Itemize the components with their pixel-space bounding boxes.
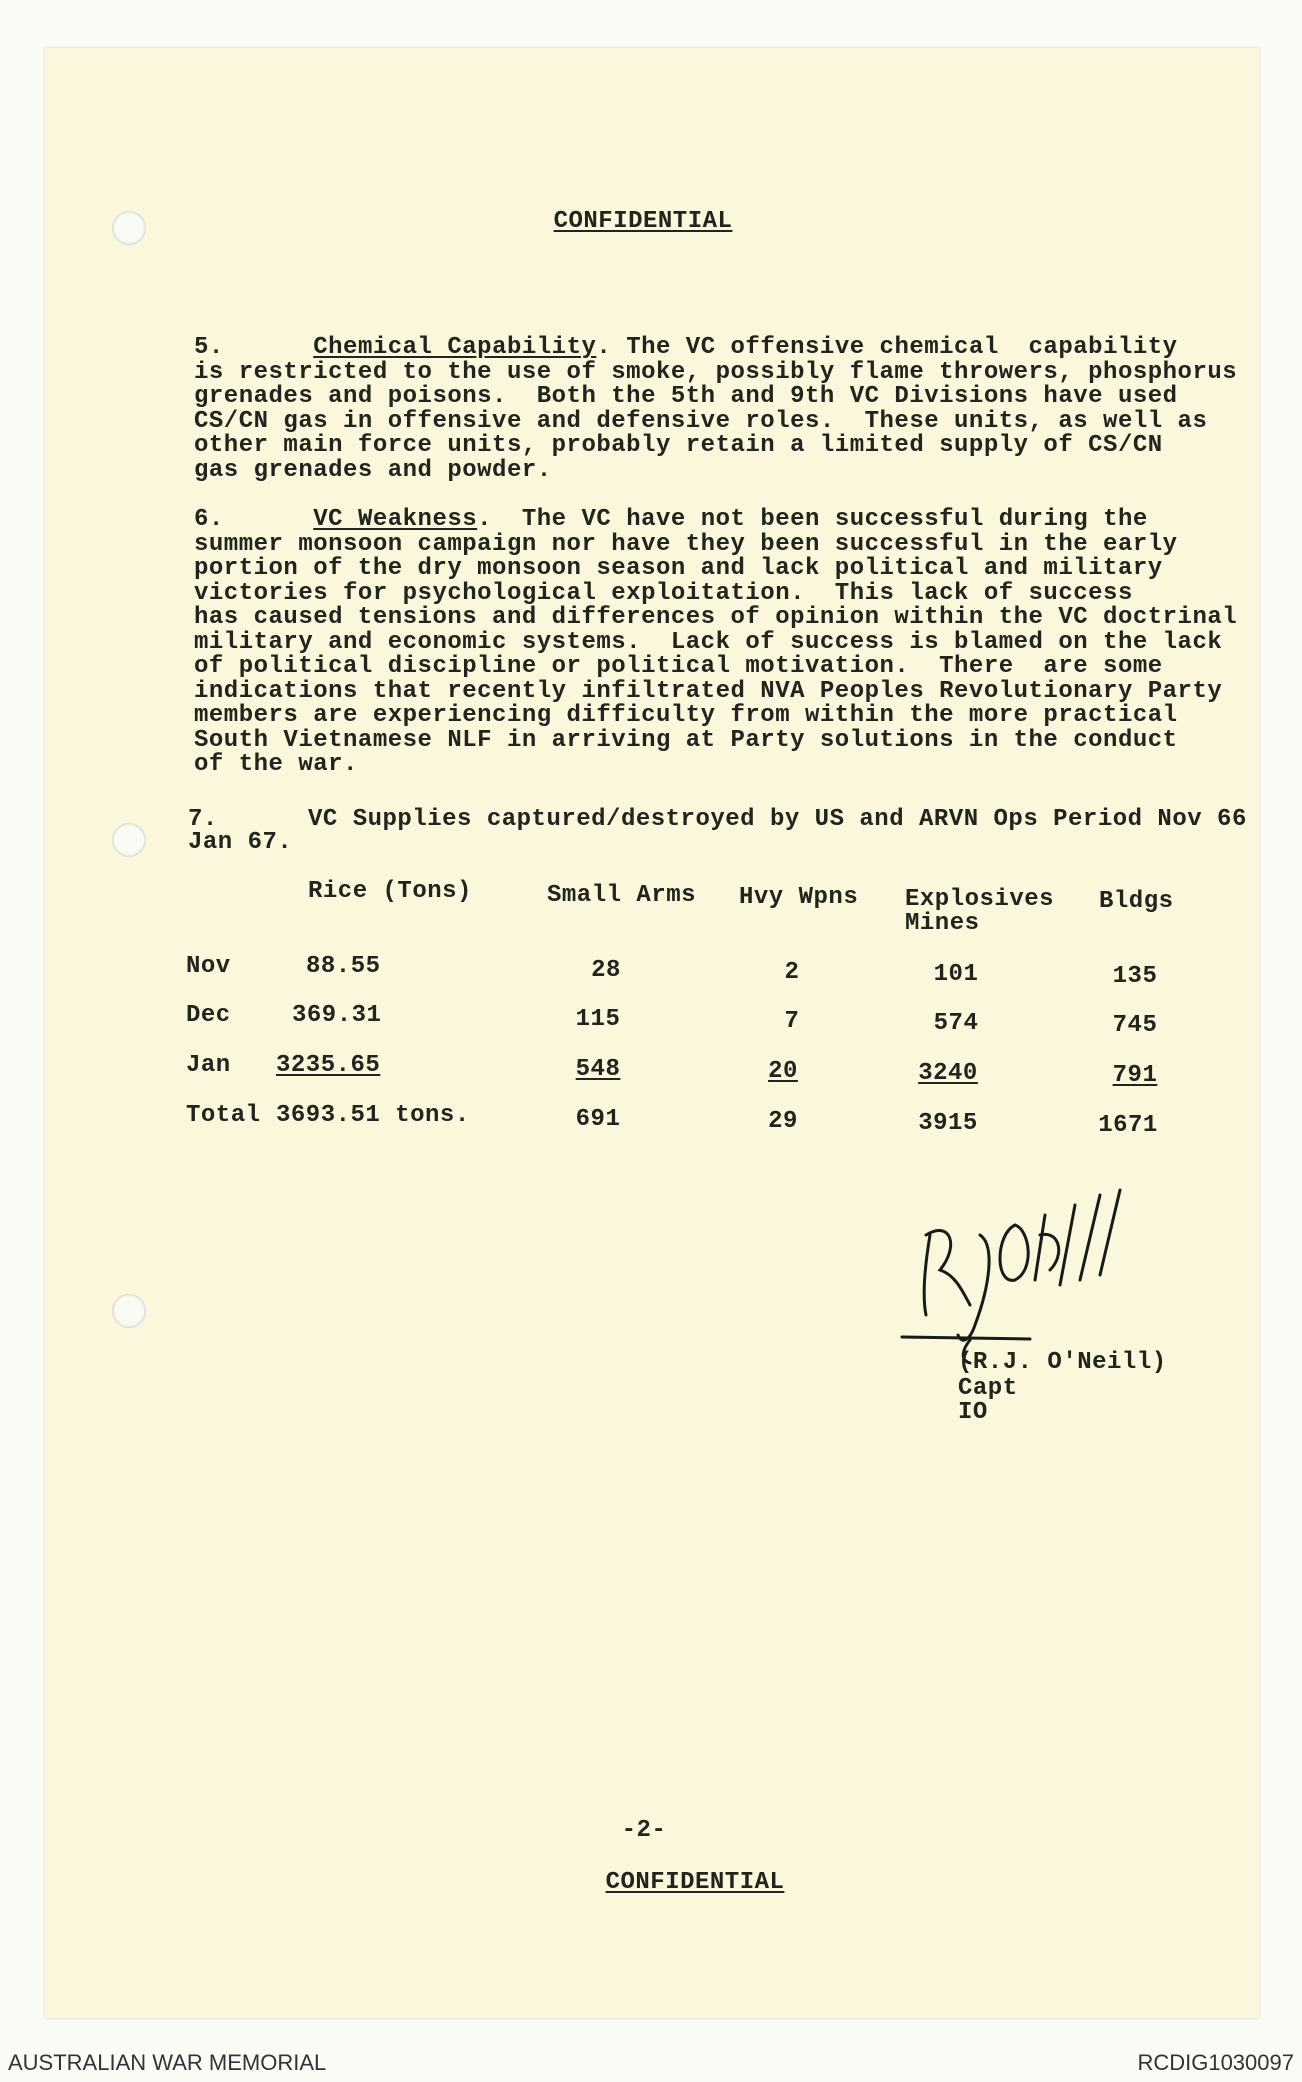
row-month: Dec <box>186 1002 231 1029</box>
para-line: summer monsoon campaign nor have they been successful in the early <box>194 530 1178 558</box>
handwritten-signature <box>900 1175 1190 1365</box>
footer-classification: CONFIDENTIAL <box>605 1869 785 1896</box>
cell-rice: 369.31 <box>292 1002 382 1029</box>
para-line: of the war. <box>194 751 358 778</box>
total-small-arms: 691 <box>575 1106 621 1133</box>
para-heading: VC Weakness <box>313 506 478 533</box>
para-line: has caused tensions and differences of opinion within the VC doctrinal <box>194 604 1238 631</box>
total-label: Total <box>186 1102 261 1129</box>
total-hvy-wpns: 29 <box>768 1108 798 1135</box>
para-number: 7. <box>188 806 218 833</box>
cell-bldgs: 791 <box>1112 1062 1158 1089</box>
para-line: military and economic systems. Lack of success is blamed on the lack <box>194 628 1223 656</box>
header-classification: CONFIDENTIAL <box>553 208 733 235</box>
para-line: is restricted to the use of smoke, possibly flame throwers, phosphorus <box>194 358 1238 386</box>
page-number: -2- <box>621 1817 667 1844</box>
punch-hole <box>112 823 146 857</box>
total-bldgs: 1671 <box>1098 1112 1158 1139</box>
para-line: South Vietnamese NLF in arriving at Party solutions in the conduct <box>194 726 1178 754</box>
cell-explosives: 3240 <box>918 1060 978 1087</box>
cell-small-arms: 548 <box>575 1056 621 1083</box>
para-line: indications that recently infiltrated NVA Peoples Revolutionary Party <box>194 677 1223 705</box>
cell-rice: 3235.65 <box>276 1052 381 1079</box>
cell-small-arms: 28 <box>591 957 621 984</box>
punch-hole <box>112 1294 146 1328</box>
row-month: Jan <box>186 1052 231 1079</box>
para-line: portion of the dry monsoon season and lack political and military <box>194 555 1163 582</box>
cell-explosives: 101 <box>933 961 979 988</box>
signatory-role: IO <box>958 1399 988 1426</box>
total-explosives: 3915 <box>918 1110 978 1137</box>
paragraph-5 <box>194 336 1237 483</box>
punch-hole <box>112 211 146 245</box>
row-month: Nov <box>186 953 231 980</box>
col-header-mines: Mines <box>905 910 980 937</box>
para-line: gas grenades and powder. <box>194 456 552 484</box>
cell-hvy-wpns: 20 <box>768 1058 798 1085</box>
para-number: 6. <box>194 506 224 533</box>
archive-label: AUSTRALIAN WAR MEMORIAL <box>8 2050 327 2075</box>
cell-hvy-wpns: 7 <box>784 1008 800 1035</box>
para-line: members are experiencing difficulty from within the more practical <box>194 702 1178 729</box>
total-rice: 3693.51 tons. <box>276 1102 470 1129</box>
para-7-title-cont: Jan 67. <box>188 829 293 856</box>
col-header-bldgs: Bldgs <box>1099 888 1174 915</box>
archive-id: RCDIG1030097 <box>1137 2050 1294 2075</box>
cell-bldgs: 135 <box>1112 963 1158 990</box>
para-line: other main force units, probably retain a limited supply of CS/CN <box>194 432 1163 459</box>
para-line: victories for psychological exploitation. This lack of success <box>194 579 1133 607</box>
signatory-name: (R.J. O'Neill) <box>958 1349 1167 1376</box>
cell-hvy-wpns: 2 <box>784 959 800 986</box>
para-7-title: VC Supplies captured/destroyed by US and ARVN Ops Period Nov 66 <box>308 806 1247 833</box>
cell-rice: 88.55 <box>306 953 381 980</box>
para-line: . The VC have not been successful during the <box>477 506 1148 533</box>
col-header-rice: Rice (Tons) <box>308 878 472 905</box>
cell-small-arms: 115 <box>575 1006 621 1033</box>
para-line: . The VC offensive chemical capability <box>596 334 1178 361</box>
signatory-rank: Capt <box>958 1375 1018 1402</box>
para-line: grenades and poisons. Both the 5th and 9th VC Divisions have used <box>194 383 1178 410</box>
cell-explosives: 574 <box>933 1010 979 1037</box>
para-number: 5. <box>194 334 224 361</box>
col-header-small-arms: Small Arms <box>547 882 697 909</box>
col-header-explosives: Explosives <box>905 886 1055 913</box>
cell-bldgs: 745 <box>1112 1012 1158 1039</box>
col-header-hvy-wpns: Hvy Wpns <box>739 884 859 911</box>
para-heading: Chemical Capability <box>313 334 597 361</box>
para-line: CS/CN gas in offensive and defensive roles. These units, as well as <box>194 407 1208 435</box>
para-line: of political discipline or political motivation. There are some <box>194 653 1163 680</box>
paragraph-6 <box>194 508 1237 778</box>
